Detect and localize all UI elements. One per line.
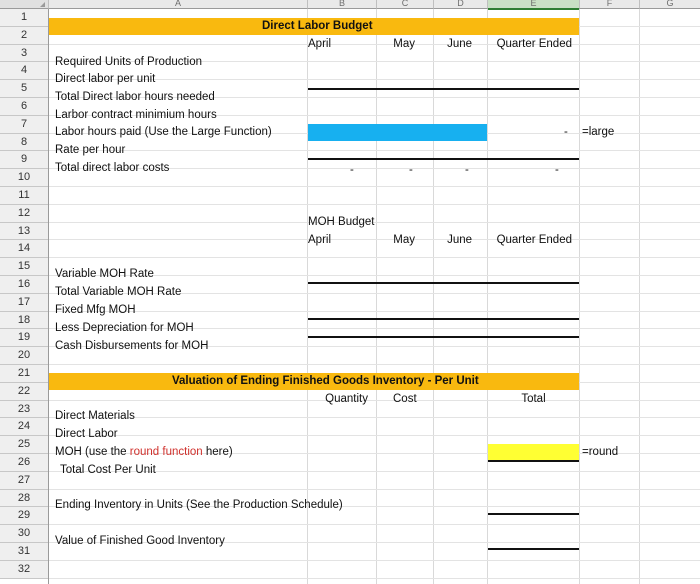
dash-value: - <box>555 164 559 176</box>
gridline <box>639 9 640 584</box>
dl-header-april: April <box>308 38 332 50</box>
row-header[interactable]: 31 <box>0 543 48 561</box>
gridline <box>49 489 700 490</box>
gridline <box>49 400 700 401</box>
row-header[interactable]: 10 <box>0 169 48 187</box>
underline <box>488 460 579 462</box>
dash-value: - <box>409 164 413 176</box>
val-header-total: Total <box>521 393 546 405</box>
select-all-corner[interactable] <box>0 0 49 9</box>
dl-header-may: May <box>393 38 415 50</box>
gridline <box>49 44 700 45</box>
gridline <box>49 204 700 205</box>
row-header[interactable]: 25 <box>0 436 48 454</box>
moh-round-highlight[interactable] <box>488 444 579 461</box>
gridline <box>48 9 49 584</box>
row-header[interactable]: 19 <box>0 329 48 347</box>
moh-header-quarter-ended: Quarter Ended <box>496 234 572 246</box>
val-header-quantity: Quantity <box>325 393 368 405</box>
column-header-f[interactable]: F <box>580 0 640 9</box>
gridline <box>49 186 700 187</box>
row-header[interactable]: 4 <box>0 62 48 80</box>
moh-row-cash-disbursements: Cash Disbursements for MOH <box>55 340 209 352</box>
underline <box>308 158 579 160</box>
underline <box>488 548 579 550</box>
moh-row-total-variable: Total Variable MOH Rate <box>55 286 182 298</box>
labor-hours-paid-highlight[interactable] <box>308 124 487 141</box>
gridline <box>579 9 580 584</box>
moh-header-may: May <box>393 234 415 246</box>
gridline <box>49 222 700 223</box>
column-header-g[interactable]: G <box>640 0 700 9</box>
dl-row-contract-min: Larbor contract minimium hours <box>55 109 217 121</box>
row-header[interactable]: 8 <box>0 134 48 151</box>
gridline <box>49 417 700 418</box>
dl-header-june: June <box>447 38 472 50</box>
round-function-text: round function <box>129 446 203 458</box>
val-row-direct-labor: Direct Labor <box>55 428 118 440</box>
underline <box>308 282 579 284</box>
row-header[interactable]: 11 <box>0 187 48 205</box>
underline <box>488 513 579 515</box>
moh-budget-title: MOH Budget <box>308 216 375 228</box>
row-header[interactable]: 20 <box>0 347 48 365</box>
gridline <box>49 524 700 525</box>
val-row-value-fg-inventory: Value of Finished Good Inventory <box>55 535 225 547</box>
gridline <box>376 9 377 584</box>
row-header[interactable]: 26 <box>0 454 48 472</box>
dl-row-labor-per-unit: Direct labor per unit <box>55 73 156 85</box>
row-header[interactable]: 9 <box>0 151 48 169</box>
underline <box>308 318 579 320</box>
row-header[interactable]: 30 <box>0 525 48 543</box>
dl-header-quarter-ended: Quarter Ended <box>496 38 572 50</box>
column-header-c[interactable]: C <box>377 0 434 9</box>
underline <box>308 336 579 338</box>
row-header[interactable]: 29 <box>0 507 48 525</box>
valuation-title: Valuation of Ending Finished Goods Inventory - Per Unit <box>172 375 479 387</box>
gridline <box>49 257 700 258</box>
gridline <box>433 9 434 584</box>
gridline <box>49 150 700 151</box>
dash-value: - <box>465 164 469 176</box>
row-header[interactable]: 13 <box>0 223 48 240</box>
val-row-moh <box>55 444 233 461</box>
row-header[interactable]: 17 <box>0 294 48 312</box>
round-formula-note: =round <box>582 446 619 458</box>
dl-row-rate: Rate per hour <box>55 144 126 156</box>
row-header[interactable]: 23 <box>0 401 48 418</box>
column-header-a[interactable]: A <box>49 0 308 9</box>
gridline <box>49 578 700 579</box>
column-header-e[interactable]: E <box>488 0 580 10</box>
moh-row-depreciation: Less Depreciation for MOH <box>55 322 194 334</box>
row-header[interactable]: 6 <box>0 98 48 116</box>
row-header[interactable]: 1 <box>0 9 48 27</box>
underline <box>308 88 579 90</box>
row-header[interactable]: 3 <box>0 45 48 62</box>
column-header-d[interactable]: D <box>434 0 488 9</box>
gridline <box>49 239 700 240</box>
moh-header-april: April <box>308 234 332 246</box>
row-header[interactable]: 16 <box>0 276 48 294</box>
val-header-cost: Cost <box>393 393 417 405</box>
direct-labor-budget-title: Direct Labor Budget <box>262 20 373 32</box>
row-header[interactable]: 7 <box>0 116 48 134</box>
val-row-total-cost-per-unit: Total Cost Per Unit <box>60 464 156 476</box>
gridline <box>49 311 700 312</box>
row-header[interactable]: 28 <box>0 490 48 507</box>
dash-value: - <box>350 164 354 176</box>
moh-row-fixed: Fixed Mfg MOH <box>55 304 136 316</box>
val-row-direct-materials: Direct Materials <box>55 410 135 422</box>
row-header[interactable]: 32 <box>0 561 48 579</box>
moh-header-june: June <box>447 234 472 246</box>
row-header[interactable]: 12 <box>0 205 48 223</box>
moh-text-pre: MOH (use the <box>55 446 130 458</box>
row-header[interactable]: 21 <box>0 365 48 383</box>
large-formula-note: =large <box>582 126 615 138</box>
val-row-ending-inventory: Ending Inventory in Units (See the Production Schedule) <box>55 499 343 511</box>
moh-row-variable-rate: Variable MOH Rate <box>55 268 154 280</box>
gridline <box>49 435 700 436</box>
gridline <box>49 364 700 365</box>
row-header[interactable]: 22 <box>0 383 48 401</box>
dl-row-hours-paid: Labor hours paid (Use the Large Function) <box>55 126 272 138</box>
dash-value: - <box>564 126 568 138</box>
gridline <box>487 9 488 584</box>
gridline <box>49 560 700 561</box>
row-header[interactable]: 5 <box>0 80 48 98</box>
row-header[interactable]: 24 <box>0 418 48 436</box>
column-header-b[interactable]: B <box>308 0 377 9</box>
row-header[interactable]: 14 <box>0 240 48 258</box>
row-header[interactable]: 15 <box>0 258 48 276</box>
row-header[interactable]: 18 <box>0 312 48 329</box>
row-header[interactable]: 27 <box>0 472 48 490</box>
row-header[interactable]: 2 <box>0 27 48 45</box>
dl-row-total-cost: Total direct labor costs <box>55 162 170 174</box>
dl-row-total-hours: Total Direct labor hours needed <box>55 91 215 103</box>
moh-text-post: here) <box>202 446 233 458</box>
dl-row-required-units: Required Units of Production <box>55 56 203 68</box>
